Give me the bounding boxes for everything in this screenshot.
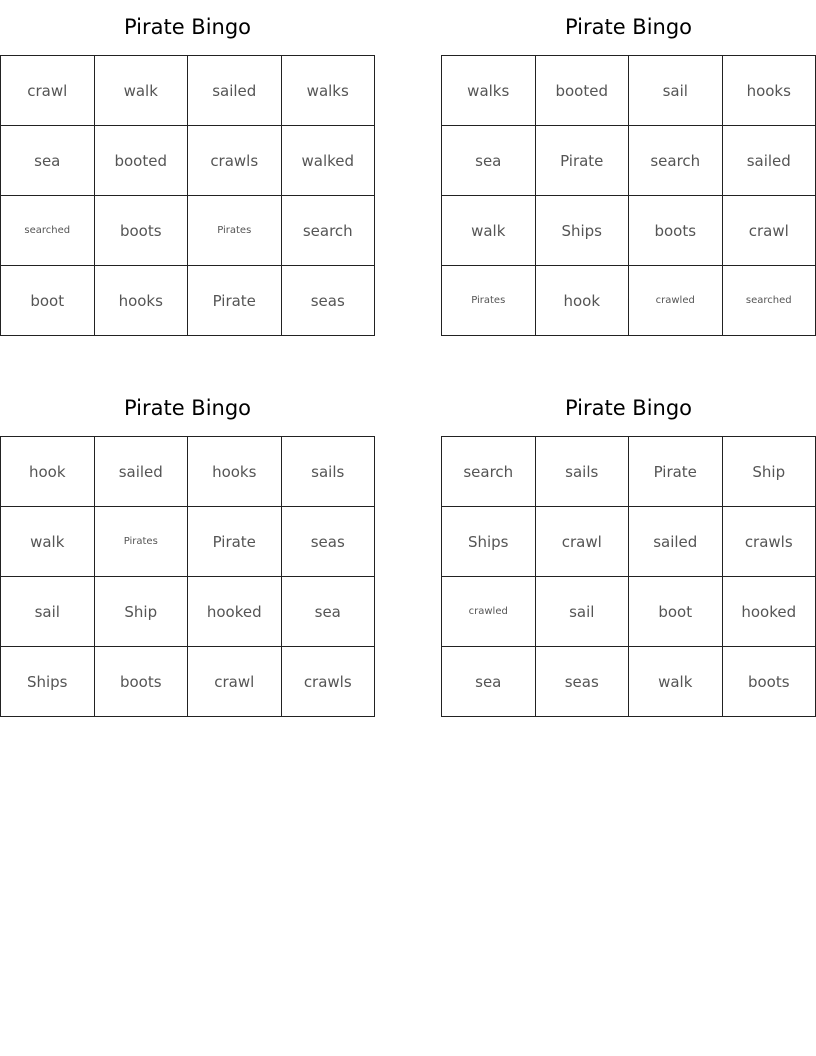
bingo-cell: boot	[1, 266, 95, 336]
bingo-card-3	[0, 381, 375, 717]
bingo-cell: search	[629, 126, 723, 196]
bingo-cell: booted	[536, 56, 630, 126]
bingo-cell: hooks	[188, 437, 282, 507]
bingo-cell: search	[282, 196, 376, 266]
bingo-cell: crawls	[723, 507, 816, 577]
bingo-cell: walk	[442, 196, 536, 266]
bingo-cell: Pirate	[188, 507, 282, 577]
bingo-card-4	[441, 381, 816, 717]
bingo-cell: boots	[95, 647, 189, 717]
bingo-cell: sea	[442, 647, 536, 717]
bingo-cell: walk	[95, 56, 189, 126]
bingo-cell: sails	[536, 437, 630, 507]
bingo-cell: seas	[536, 647, 630, 717]
bingo-cell: sea	[282, 577, 376, 647]
bingo-cell: crawls	[282, 647, 376, 717]
bingo-cell: crawled	[629, 266, 723, 336]
bingo-card-1	[0, 0, 375, 336]
bingo-cell: Ship	[95, 577, 189, 647]
bingo-cell: walks	[442, 56, 536, 126]
bingo-cell: crawl	[1, 56, 95, 126]
bingo-cell: searched	[723, 266, 816, 336]
bingo-cell: sailed	[95, 437, 189, 507]
bingo-cell: Ships	[442, 507, 536, 577]
bingo-grid	[441, 55, 816, 336]
bingo-card-2	[441, 0, 816, 336]
bingo-cell: sail	[1, 577, 95, 647]
bingo-cell: boots	[629, 196, 723, 266]
bingo-cell: sail	[536, 577, 630, 647]
bingo-cell: seas	[282, 507, 376, 577]
bingo-cell: sailed	[629, 507, 723, 577]
bingo-cell: walk	[1, 507, 95, 577]
bingo-cell: searched	[1, 196, 95, 266]
bingo-cell: search	[442, 437, 536, 507]
bingo-cell: hooked	[188, 577, 282, 647]
bingo-cell: Ships	[1, 647, 95, 717]
bingo-cell: hook	[1, 437, 95, 507]
bingo-cell: hooks	[95, 266, 189, 336]
bingo-cell: boots	[723, 647, 816, 717]
bingo-grid	[441, 436, 816, 717]
bingo-cell: walks	[282, 56, 376, 126]
bingo-cell: Pirate	[188, 266, 282, 336]
bingo-cell: crawl	[723, 196, 816, 266]
bingo-cell: Pirate	[629, 437, 723, 507]
bingo-cell: hooked	[723, 577, 816, 647]
bingo-cell: sail	[629, 56, 723, 126]
bingo-grid	[0, 436, 375, 717]
bingo-cell: sailed	[188, 56, 282, 126]
bingo-cell: Pirates	[95, 507, 189, 577]
bingo-cell: hooks	[723, 56, 816, 126]
bingo-cell: crawl	[188, 647, 282, 717]
bingo-cell: Ships	[536, 196, 630, 266]
bingo-cell: crawls	[188, 126, 282, 196]
bingo-cell: Pirate	[536, 126, 630, 196]
bingo-cell: boots	[95, 196, 189, 266]
bingo-cell: seas	[282, 266, 376, 336]
bingo-cell: Ship	[723, 437, 816, 507]
bingo-cell: sea	[1, 126, 95, 196]
bingo-cell: crawl	[536, 507, 630, 577]
bingo-cell: walked	[282, 126, 376, 196]
bingo-cell: booted	[95, 126, 189, 196]
bingo-cell: hook	[536, 266, 630, 336]
bingo-cell: Pirates	[442, 266, 536, 336]
bingo-cell: crawled	[442, 577, 536, 647]
card-title: Pirate Bingo	[564, 396, 693, 420]
card-title: Pirate Bingo	[123, 396, 252, 420]
card-title: Pirate Bingo	[564, 15, 693, 39]
bingo-cell: sailed	[723, 126, 816, 196]
card-title: Pirate Bingo	[123, 15, 252, 39]
bingo-cell: Pirates	[188, 196, 282, 266]
bingo-grid	[0, 55, 375, 336]
bingo-cell: boot	[629, 577, 723, 647]
bingo-cell: sea	[442, 126, 536, 196]
bingo-cell: walk	[629, 647, 723, 717]
bingo-cell: sails	[282, 437, 376, 507]
